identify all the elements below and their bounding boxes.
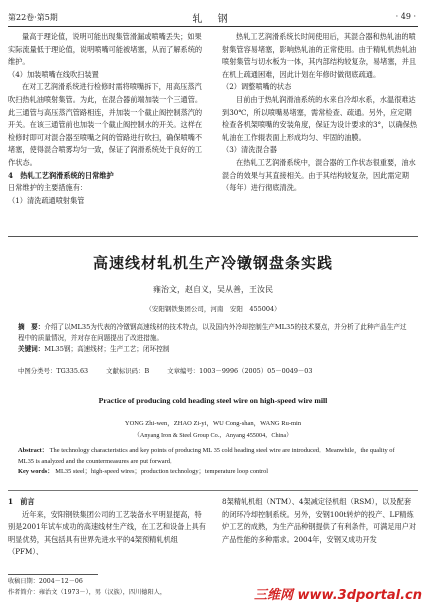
footnote-author: 作者简介：雍治文（1973－），男（汉族），四川德阳人， xyxy=(8,589,167,596)
intro-left-column xyxy=(8,496,208,559)
article-authors: 雍治文，赵自义，吴从善，王汝民 xyxy=(153,285,273,294)
header-page-number: · 49 · xyxy=(395,12,416,21)
site-watermark: 三维网 www.3dportal.cn xyxy=(253,588,422,603)
left-heading-4: （4）加装喷嘴在线吹扫装置 xyxy=(8,69,99,79)
intro-left-text: 近年来，安阳钢铁集团公司的工艺装备水平明显提高，特别是2001年试车成功的高速线材生产线，在工艺和设备上具有明显优势，其包括具有世界先进水平的4架预精轧机组（PFM）、 xyxy=(8,509,206,557)
right-para-2: 目前由于热轧润滑油系统的水来自冷却水系，水温很难达到30℃，所以喷嘴易堵塞，需常检查、疏通。另外，应定期检查各机架喷嘴的安装角度，保证为设计要求的3°，以确保热轧油在工作辊表面上形成均匀、牢固的油膜。 xyxy=(222,94,418,142)
keywords-text: ML35钢；高速线材；生产工艺；闭环控制 xyxy=(44,345,170,353)
english-authors: YONG Zhi-wen，ZHAO Zi-yi，WU Cong-shan，WANG Ru-min xyxy=(124,420,302,427)
right-column xyxy=(222,31,418,195)
english-abstract-text: The technology characteristics and key points of producing ML 35 cold heading steel wire are introduced．Meanwhile，the quality of ML35 is analyzed and the countermeasures are put forward． xyxy=(18,447,395,465)
keywords-label: 关键词： xyxy=(18,345,45,353)
intro-right-column xyxy=(222,496,418,546)
footnote-received: 收稿日期：2004－12－06 xyxy=(8,578,83,585)
left-para-1: 量高于理论值，说明可能出现集管滑漏或喷嘴丢失；如果实际流量低于理论值，说明喷嘴可能被堵塞，从而了解系统的维护。 xyxy=(8,32,203,67)
left-column xyxy=(8,31,206,207)
left-plain-1: 日常维护的主要措施有： xyxy=(8,183,88,193)
english-title: Practice of producing cold heading steel wire on high-speed wire mill xyxy=(98,396,328,405)
chinese-abstract xyxy=(18,322,410,355)
footnote-rule xyxy=(8,574,98,575)
intro-right-text: 8架精轧机组（NTM）、4架减定径机组（RSM），以及配套的闭环冷却控制系统。另外，安钢100t转炉的投产、LF精炼炉工艺的成熟，为生产品种钢提供了有利条件，可满足用户对产品性能的多种需求。2004年，安钢又成功开发 xyxy=(222,497,417,544)
abstract-text: 介绍了以ML35为代表的冷镦钢高速线材的技术特点，以及国内外冷却控制生产ML35的技术要点，并分析了此种产品生产过程中的质量情况，并对存在问题提出了改进措施。 xyxy=(18,323,407,342)
right-para-1: 热轧工艺润滑系统长时间使用后，其混合器和热轧油的喷射集管容易堵塞，影响热轧油的正常使用。由于精轧机热轧油喷射集管与切水板为一体，其内部结构较复杂，易堵塞，并且在机上疏通困难，因此计划在年修时做彻底疏通。 xyxy=(222,32,417,79)
header-rule xyxy=(8,26,418,27)
right-heading-2: （2）调整喷嘴的状态 xyxy=(222,82,292,92)
clc-number: 中图分类号：TG335.63 xyxy=(18,367,89,375)
english-keywords-text: ML35 steel；high-speed wires；production technology；temperature loop control xyxy=(55,468,269,475)
english-affiliation: （Anyang Iron & Steel Group Co.，Anyang 455004，China） xyxy=(133,432,293,439)
classification-line xyxy=(18,366,410,377)
running-header xyxy=(0,0,426,26)
header-journal: 轧 钢 xyxy=(192,14,234,25)
left-plain-2: （1）清洗疏通喷射集管 xyxy=(8,195,85,205)
english-abstract xyxy=(18,446,410,478)
abstract-label: 摘 要： xyxy=(18,323,45,331)
left-section-heading: 4 热轧工艺润滑系统的日常维护 xyxy=(8,170,114,180)
abstract-separator xyxy=(8,490,418,491)
right-heading-3: （3）清洗混合器 xyxy=(222,145,277,155)
header-issue: 第22卷·第5期 xyxy=(8,13,58,22)
article-affiliation: （安阳钢铁集团公司，河南 安阳 455004） xyxy=(145,305,281,313)
article-number: 文章编号：1003－9996（2005）05－0049－03 xyxy=(167,367,313,375)
document-code: 文献标识码：B xyxy=(106,367,150,375)
article-title: 高速线材轧机生产冷镦钢盘条实践 xyxy=(92,254,333,272)
left-para-2: 在对工艺润滑系统进行检修时需将喷嘴拆下，用高压蒸汽吹扫热轧油喷射集管。为此，在混合器前端加装一个三通管。此三通管与高压蒸汽管路相连，并加装一个截止阀控制蒸汽的开关。在该三通管前也加装一个截止阀控制水的开关。这样在检修时即可对混合器至喷嘴之间的管路进行吹扫，确保喷嘴不堵塞，使得混合喷雾均匀一致，保证了润滑系统处于良好的工作状态。 xyxy=(8,82,203,167)
article-separator xyxy=(8,236,418,237)
english-abstract-label: Abstract： xyxy=(18,447,49,454)
intro-heading: 1 前言 xyxy=(8,497,35,506)
english-keywords-label: Key words： xyxy=(18,468,54,475)
right-para-3: 在热轧工艺润滑系统中，混合器的工作状态很重要，油水混合的效果与其直接相关。由于其结构较复杂，因此需定期（每年）进行彻底清洗。 xyxy=(222,157,416,193)
